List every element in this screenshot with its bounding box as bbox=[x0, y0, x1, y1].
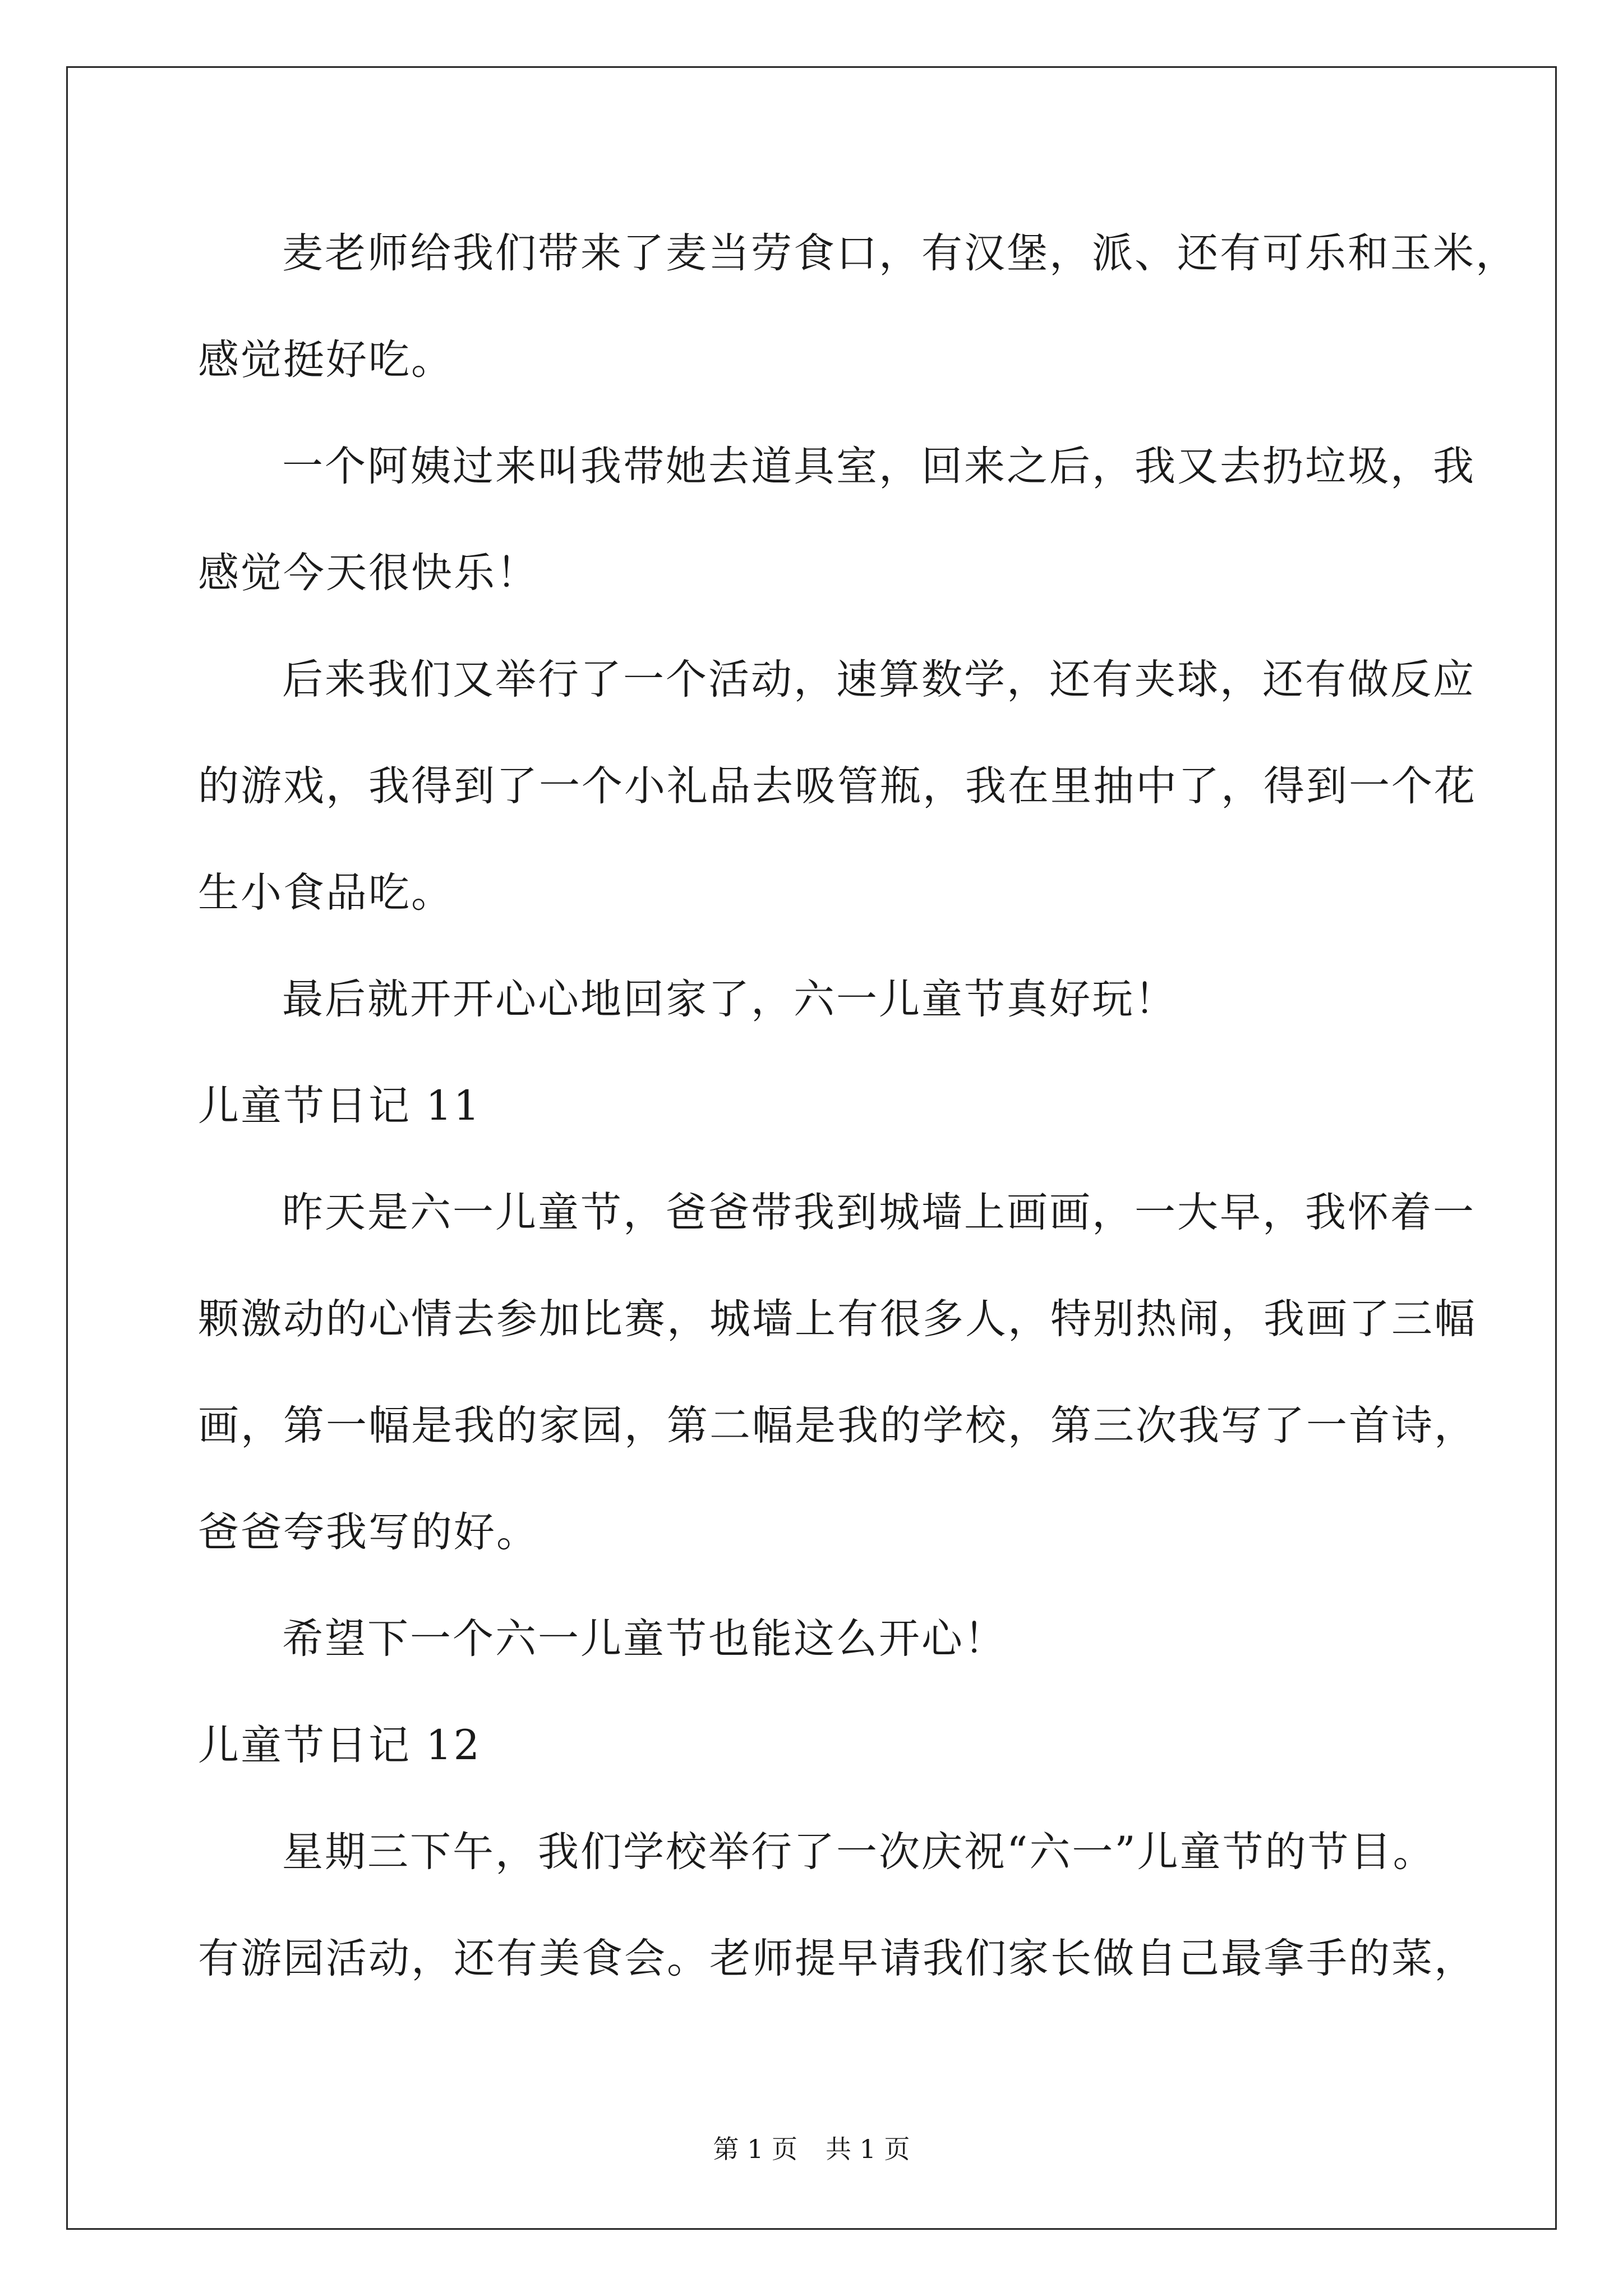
paragraph-line: 最后就开开心心地回家了，六一儿童节真好玩！ bbox=[282, 976, 1177, 1023]
paragraph-line: 昨天是六一儿童节，爸爸带我到城墙上画画，一大早，我怀着一 bbox=[282, 1189, 1476, 1236]
paragraph-line: 一个阿姨过来叫我带她去道具室，回来之后，我又去扔垃圾，我 bbox=[282, 443, 1476, 490]
paragraph-line: 后来我们又举行了一个活动，速算数学，还有夹球，还有做反应 bbox=[282, 656, 1476, 703]
document-body bbox=[198, 209, 1518, 2021]
section-heading: 儿童节日记 11 bbox=[198, 1082, 482, 1130]
paragraph-line: 感觉挺好吃。 bbox=[198, 336, 454, 384]
paragraph-line: 爸爸夸我写的好。 bbox=[198, 1508, 539, 1556]
paragraph-line: 生小食品吃。 bbox=[198, 869, 454, 917]
paragraph-line: 颗激动的心情去参加比赛，城墙上有很多人，特别热闹，我画了三幅 bbox=[198, 1295, 1477, 1343]
paragraph-line: 希望下一个六一儿童节也能这么开心！ bbox=[282, 1615, 1007, 1663]
paragraph-line: 麦老师给我们带来了麦当劳食口，有汉堡，派、还有可乐和玉米， bbox=[282, 229, 1518, 277]
page-number: 第 1 页 bbox=[713, 2134, 797, 2164]
page-total: 共 1 页 bbox=[826, 2134, 910, 2164]
section-heading: 儿童节日记 12 bbox=[198, 1722, 482, 1769]
paragraph-line: 有游园活动，还有美食会。老师提早请我们家长做自己最拿手的菜， bbox=[198, 1935, 1477, 1982]
paragraph-line: 感觉今天很快乐！ bbox=[198, 549, 539, 597]
paragraph-line: 星期三下午，我们学校举行了一次庆祝“六一”儿童节的节目。 bbox=[282, 1828, 1436, 1876]
page-footer bbox=[0, 2129, 1623, 2166]
paragraph-line: 的游戏，我得到了一个小礼品去吸管瓶，我在里抽中了，得到一个花 bbox=[198, 762, 1477, 810]
paragraph-line: 画，第一幅是我的家园，第二幅是我的学校，第三次我写了一首诗， bbox=[198, 1402, 1477, 1450]
